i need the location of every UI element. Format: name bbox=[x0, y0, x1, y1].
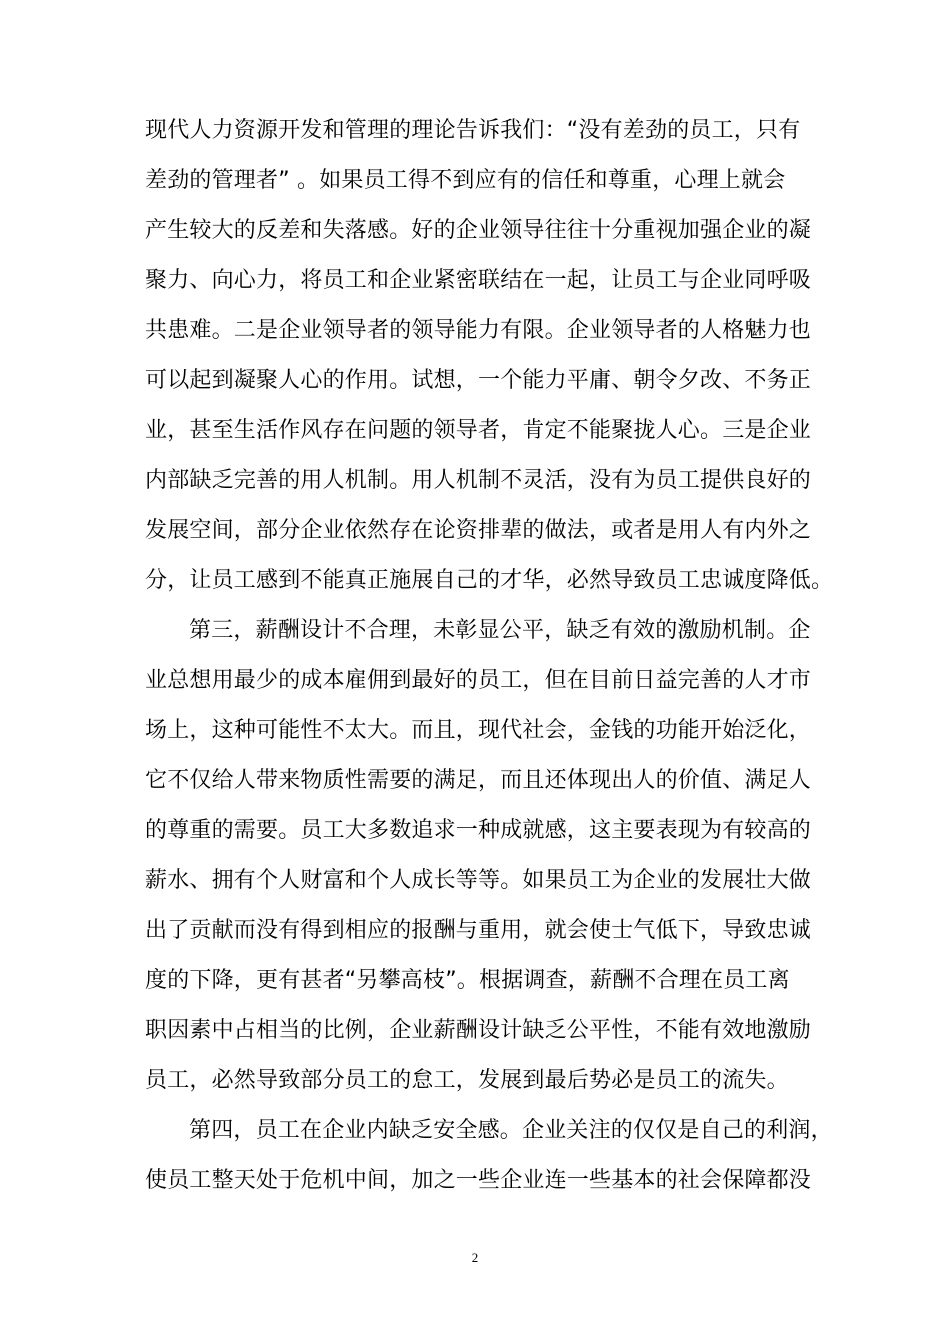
text-line: 薪水、拥有个人财富和个人成长等等。如果员工为企业的发展壮大做 bbox=[145, 868, 812, 893]
text-line: 员工，必然导致部分员工的怠工，发展到最后势必是员工的流失。 bbox=[145, 1068, 789, 1093]
paragraph-start-line: 第三，薪酬设计不合理，未彰显公平，缺乏有效的激励机制。企 bbox=[189, 618, 811, 643]
page-number: 2 bbox=[471, 1250, 479, 1265]
text-line: 它不仅给人带来物质性需要的满足，而且还体现出人的价值、满足人 bbox=[145, 768, 812, 793]
paragraph-start-line: 第四，员工在企业内缺乏安全感。企业关注的仅仅是自己的利润， bbox=[189, 1118, 833, 1143]
text-line: 使员工整天处于危机中间，加之一些企业连一些基本的社会保障都没 bbox=[145, 1168, 812, 1193]
text-line: 聚力、向心力，将员工和企业紧密联结在一起，让员工与企业同呼吸 bbox=[145, 268, 812, 293]
text-line: 产生较大的反差和失落感。好的企业领导往往十分重视加强企业的凝 bbox=[145, 218, 812, 243]
text-line: 业，甚至生活作风存在问题的领导者，肯定不能聚拢人心。三是企业 bbox=[145, 418, 812, 443]
text-line: 出了贡献而没有得到相应的报酬与重用，就会使士气低下，导致忠诚 bbox=[145, 918, 812, 943]
text-line: 共患难。二是企业领导者的领导能力有限。企业领导者的人格魅力也 bbox=[145, 318, 812, 343]
text-line: 职因素中占相当的比例，企业薪酬设计缺乏公平性，不能有效地激励 bbox=[145, 1018, 812, 1043]
text-line: 业总想用最少的成本雇佣到最好的员工，但在目前日益完善的人才市 bbox=[145, 668, 812, 693]
text-line: 的尊重的需要。员工大多数追求一种成就感，这主要表现为有较高的 bbox=[145, 818, 812, 843]
text-line: 发展空间，部分企业依然存在论资排辈的做法，或者是用人有内外之 bbox=[145, 518, 812, 543]
text-line: 场上，这种可能性不太大。而且，现代社会，金钱的功能开始泛化， bbox=[145, 718, 812, 743]
text-line: 现代人力资源开发和管理的理论告诉我们：“没有差劲的员工，只有 bbox=[145, 118, 801, 143]
body-text bbox=[145, 106, 834, 1206]
text-line: 差劲的管理者” 。如果员工得不到应有的信任和尊重，心理上就会 bbox=[145, 168, 786, 193]
text-line: 可以起到凝聚人心的作用。试想，一个能力平庸、朝令夕改、不务正 bbox=[145, 368, 812, 393]
text-line: 分，让员工感到不能真正施展自己的才华，必然导致员工忠诚度降低。 bbox=[145, 568, 834, 593]
text-line: 内部缺乏完善的用人机制。用人机制不灵活，没有为员工提供良好的 bbox=[145, 468, 812, 493]
text-line: 度的下降，更有甚者“另攀高枝”。根据调查，薪酬不合理在员工离 bbox=[145, 968, 790, 993]
